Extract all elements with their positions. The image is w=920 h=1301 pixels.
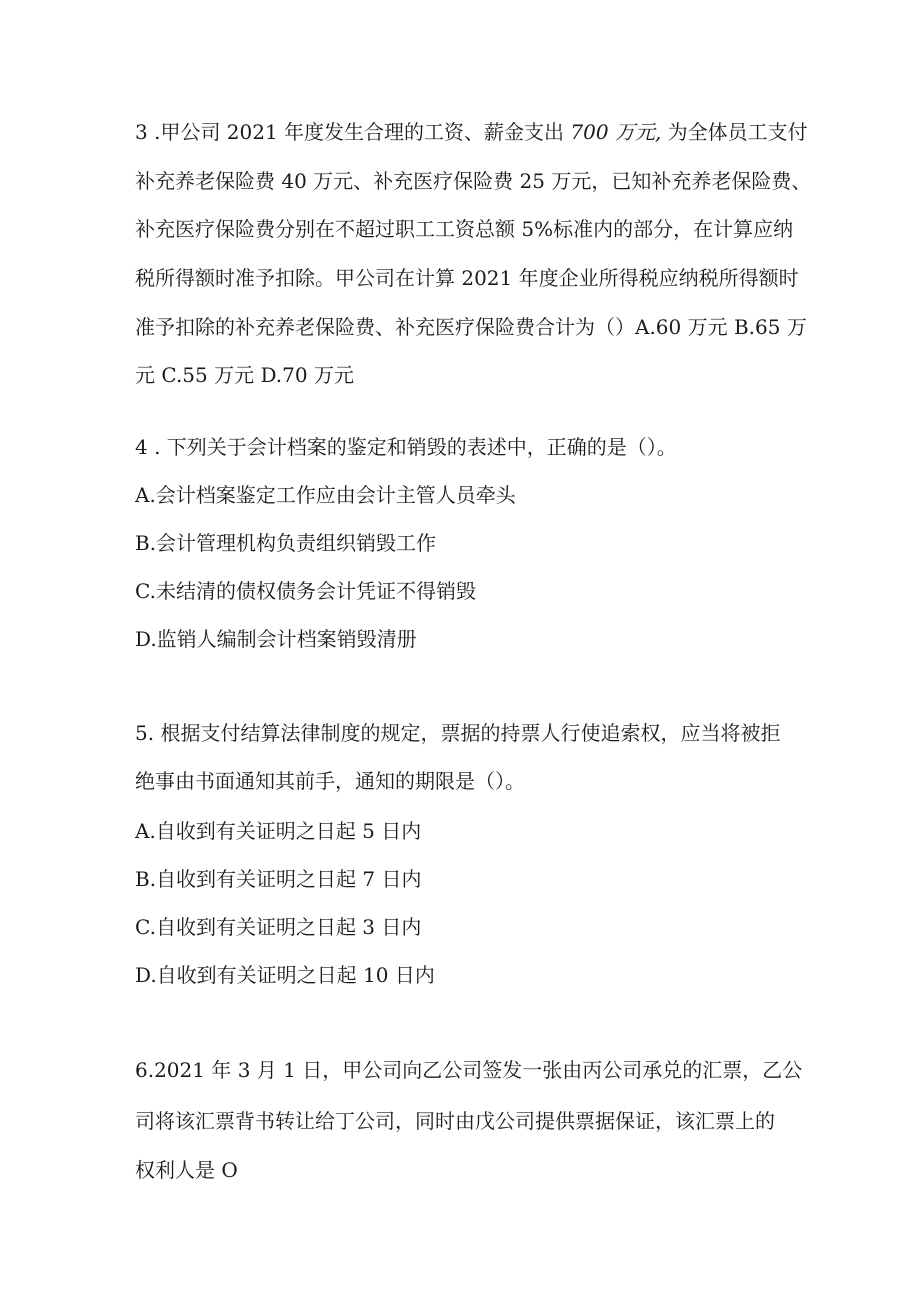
question-3-line-5: 准予扣除的补充养老保险费、补充医疗保险费合计为（）A.60 万元 B.65 万 [135,315,807,339]
question-3-italic-amount: 700 万元, [570,120,662,144]
question-5-option-b: B.自收到有关证明之日起 7 日内 [135,867,422,891]
question-4-option-c: C.未结清的债权债务会计凭证不得销毁 [135,579,476,603]
question-4-option-d: D.监销人编制会计档案销毁清册 [135,627,417,651]
question-6-line-3: 权利人是 O [135,1158,238,1182]
question-3-line-1-text: 3 .甲公司 2021 年度发生合理的工资、薪金支出 [135,120,571,144]
question-6-line-1: 6.2021 年 3 月 1 日，甲公司向乙公司签发一张由丙公司承兑的汇票，乙公 [135,1058,803,1082]
question-5-option-d: D.自收到有关证明之日起 10 日内 [135,963,435,987]
question-5-stem-line-2: 绝事由书面通知其前手，通知的期限是（）。 [135,769,525,793]
question-3-line-3: 补充医疗保险费分别在不超过职工工资总额 5%标准内的部分，在计算应纳 [135,217,794,241]
question-6-line-2: 司将该汇票背书转让给丁公司，同时由戊公司提供票据保证，该汇票上的 [135,1109,775,1133]
question-4-option-b: B.会计管理机构负责组织销毁工作 [135,531,437,555]
question-3-line-1 [135,119,808,145]
question-5-stem-line-1: 5. 根据支付结算法律制度的规定，票据的持票人行使追索权，应当将被拒 [135,721,781,745]
question-3-line-4: 税所得额时准予扣除。甲公司在计算 2021 年度企业所得税应纳税所得额时 [135,266,799,290]
question-4-stem: 4 . 下列关于会计档案的鉴定和销毁的表述中，正确的是（）。 [135,435,677,459]
question-5-option-a: A.自收到有关证明之日起 5 日内 [135,819,422,843]
question-3-line-1-rest: 为全体员工支付 [661,120,808,144]
question-4-option-a: A.会计档案鉴定工作应由会计主管人员牵头 [135,483,516,507]
question-5-option-c: C.自收到有关证明之日起 3 日内 [135,915,422,939]
question-3-line-2: 补充养老保险费 40 万元、补充医疗保险费 25 万元，已知补充养老保险费、 [135,169,812,193]
question-3-line-6: 元 C.55 万元 D.70 万元 [135,363,354,387]
